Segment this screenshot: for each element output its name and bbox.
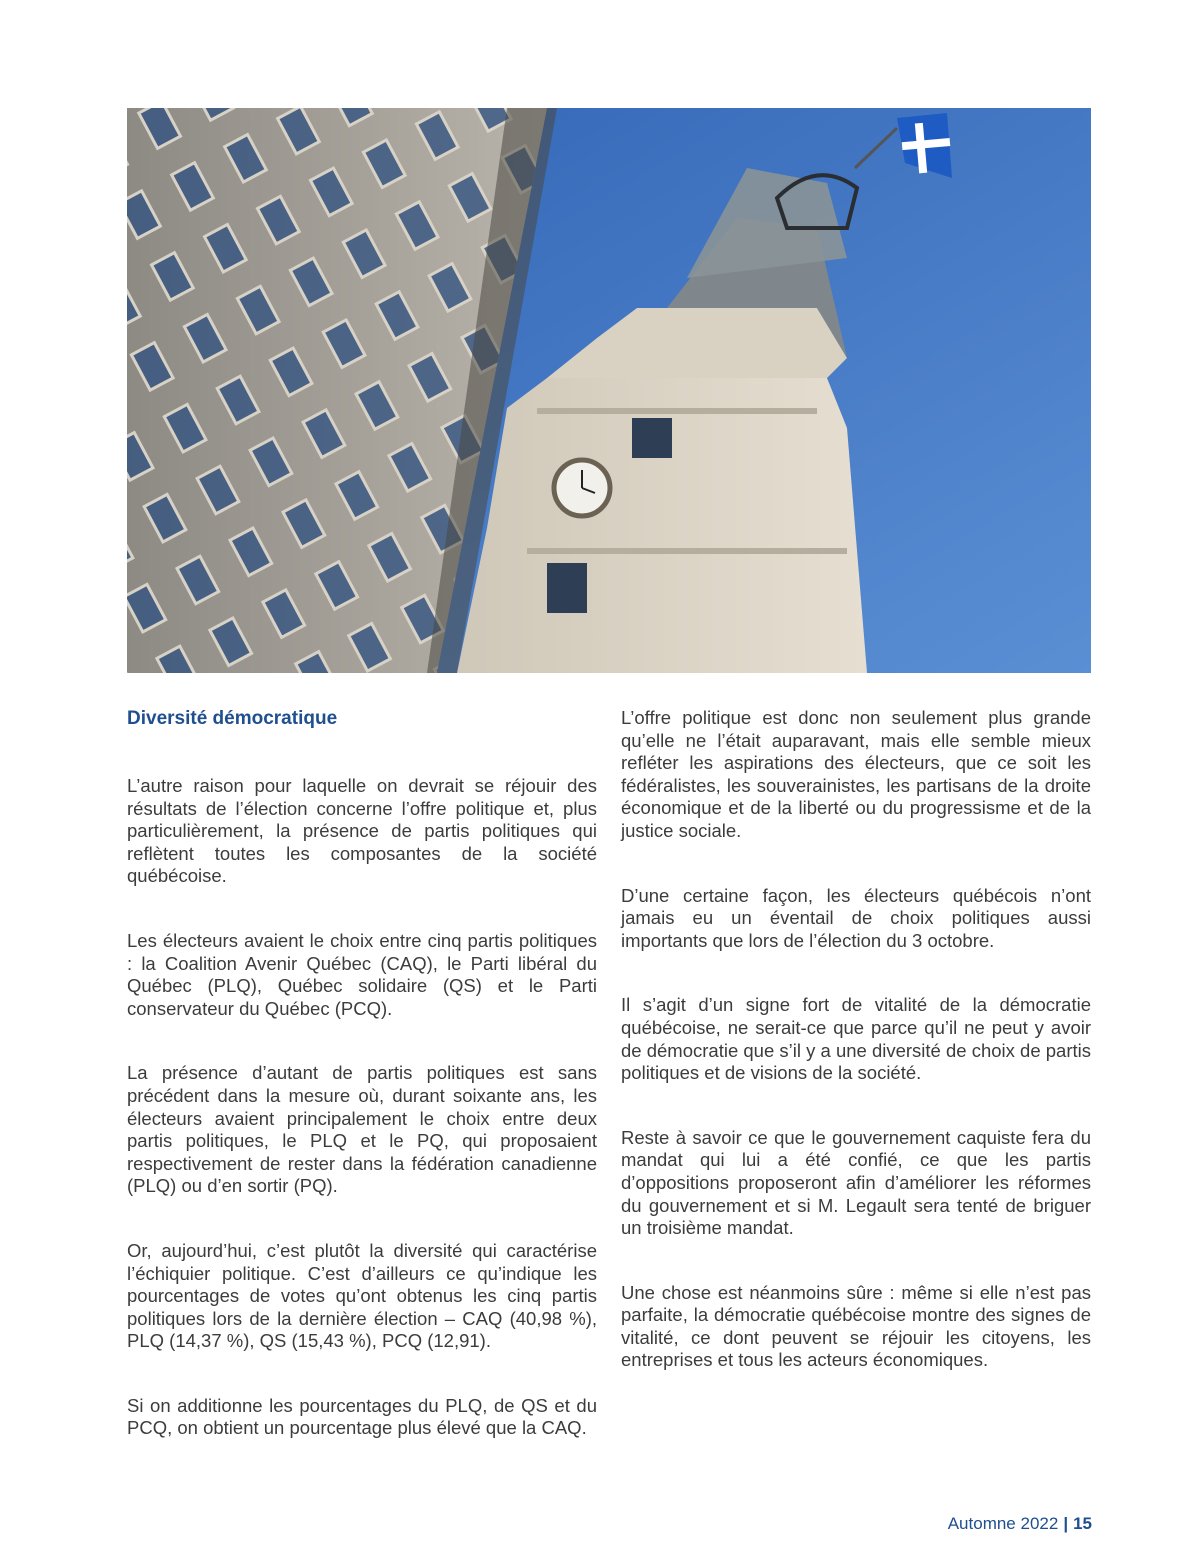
page-number: 15 [1073,1514,1092,1533]
paragraph: Les électeurs avaient le choix entre cinq partis politiques : la Coalition Avenir Québec (CAQ), le Parti libéral du Québec (PLQ), Québec solidaire (QS) et le Parti conservateur du Québec (PCQ). [127,929,597,1019]
issue-label: Automne 2022 [947,1514,1059,1533]
paragraph: Il s’agit d’un signe fort de vitalité de la démocratie québécoise, ne serait-ce que parce qu’il ne peut y avoir de démocratie que s’il y a une diversité de choix de partis politiques et de visions de la société. [621,994,1091,1084]
section-heading: Diversité démocratique [127,708,338,729]
paragraph: Or, aujourd’hui, c’est plutôt la diversité qui caractérise l’échiquier politique. C’est d’ailleurs ce qu’indique les pourcentages de votes qu’ont obtenus les cinq partis politiques lors de la dernière élection – CAQ (40,98 %), PLQ (14,37 %), QS (15,43 %), PCQ (12,91). [127,1239,597,1352]
paragraph: Reste à savoir ce que le gouvernement caquiste fera du mandat qui lui a été confié, ce que les partis d’oppositions proposeront afin d’améliorer les réformes du gouvernement et si M. Legault sera tenté de briguer un troisième mandat. [621,1126,1091,1239]
paragraph: L’autre raison pour laquelle on devrait se réjouir des résultats de l’élection concerne l’offre politique et, plus particulièrement, la présence de partis politiques qui reflètent toutes les composantes de la société québécoise. [127,775,597,887]
paragraph: D’une certaine façon, les électeurs québécois n’ont jamais eu un éventail de choix politiques aussi importants que lors de l’élection du 3 octobre. [621,884,1091,951]
paragraph: L’offre politique est donc non seulement plus grande qu’elle ne l’était auparavant, mais elle semble mieux refléter les aspirations des électeurs, que ce soit les fédéralistes, les souverainistes, les partisans de la droite économique et de la liberté ou du progressisme et de la justice sociale. [621,707,1091,841]
paragraph: Si on additionne les pourcentages du PLQ, de QS et du PCQ, on obtient un pourcentage plus élevé que la CAQ. [127,1394,597,1439]
page-footer [948,1514,1092,1534]
left-column [127,707,597,1482]
right-column [621,707,1091,1414]
footer-separator: | [1063,1514,1069,1533]
paragraph: Une chose est néanmoins sûre : même si elle n’est pas parfaite, la démocratie québécoise montre des signes de vitalité, ce dont peuvent se réjouir les citoyens, les entreprises et tous les acteurs économiques. [621,1281,1091,1371]
paragraph: La présence d’autant de partis politiques est sans précédent dans la mesure où, durant soixante ans, les électeurs avaient principalement le choix entre deux partis politiques, le PLQ et le PQ, qui proposaient respectivement de rester dans la fédération canadienne (PLQ) ou d’en sortir (PQ). [127,1062,597,1197]
parliament-photo [127,108,1091,673]
